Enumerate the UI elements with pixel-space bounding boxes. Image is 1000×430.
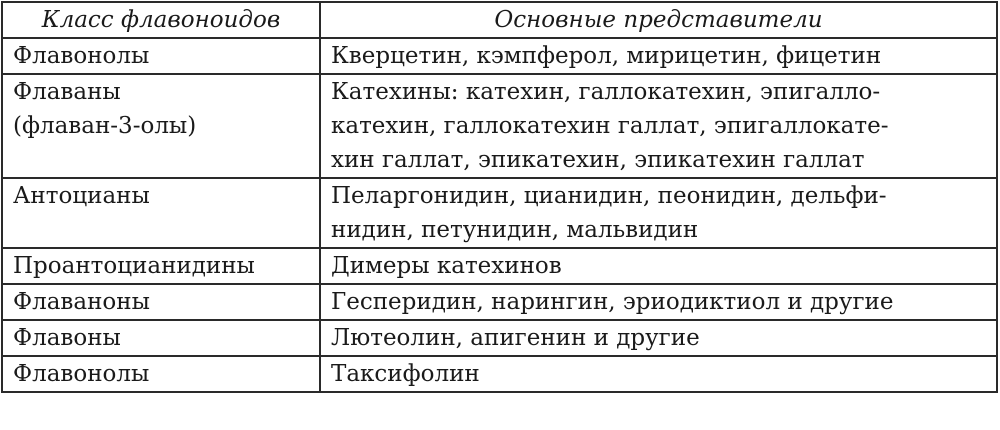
representatives-cell [320, 356, 997, 392]
rep-line: катехин, галлокатехин галлат, эпигаллокате- [331, 113, 889, 139]
class-cell [2, 248, 320, 284]
representatives-cell [320, 248, 997, 284]
rep-line: Пеларгонидин, цианидин, пеонидин, дельфи- [331, 183, 887, 209]
table-row [2, 248, 997, 284]
flavonoid-table [1, 1, 998, 393]
representatives-cell [320, 320, 997, 356]
table-row [2, 74, 997, 178]
table-row [2, 356, 997, 392]
table-row [2, 178, 997, 248]
table-row [2, 284, 997, 320]
rep-line: Кверцетин, кэмпферол, мирицетин, фицетин [331, 43, 882, 69]
class-line: Проантоцианидины [13, 253, 255, 279]
table-row [2, 38, 997, 74]
rep-line: Катехины: катехин, галлокатехин, эпигалло- [331, 79, 881, 105]
class-cell [2, 320, 320, 356]
rep-line: Таксифолин [331, 361, 480, 387]
rep-line: нидин, петунидин, мальвидин [331, 217, 699, 243]
representatives-cell [320, 74, 997, 178]
class-cell [2, 284, 320, 320]
class-line: Антоцианы [13, 183, 150, 209]
representatives-cell [320, 178, 997, 248]
class-line: Флавонолы [13, 361, 150, 387]
class-line: Флавонолы [13, 43, 150, 69]
class-line: Флавоны [13, 325, 121, 351]
class-cell [2, 356, 320, 392]
class-cell [2, 74, 320, 178]
header-main-representatives: Основные представители [320, 2, 997, 38]
rep-line: Гесперидин, нарингин, эриодиктиол и другие [331, 289, 894, 315]
header-flavonoid-class: Класс флавоноидов [2, 2, 320, 38]
rep-line: хин галлат, эпикатехин, эпикатехин галлат [331, 147, 865, 173]
class-line: (флаван-3-олы) [13, 113, 197, 139]
class-line: Флаваны [13, 79, 121, 105]
class-line: Флаваноны [13, 289, 150, 315]
representatives-cell [320, 284, 997, 320]
rep-line: Лютеолин, апигенин и другие [331, 325, 700, 351]
table-header-row [2, 2, 997, 38]
representatives-cell [320, 38, 997, 74]
class-cell [2, 38, 320, 74]
rep-line: Димеры катехинов [331, 253, 562, 279]
class-cell [2, 178, 320, 248]
table-row [2, 320, 997, 356]
